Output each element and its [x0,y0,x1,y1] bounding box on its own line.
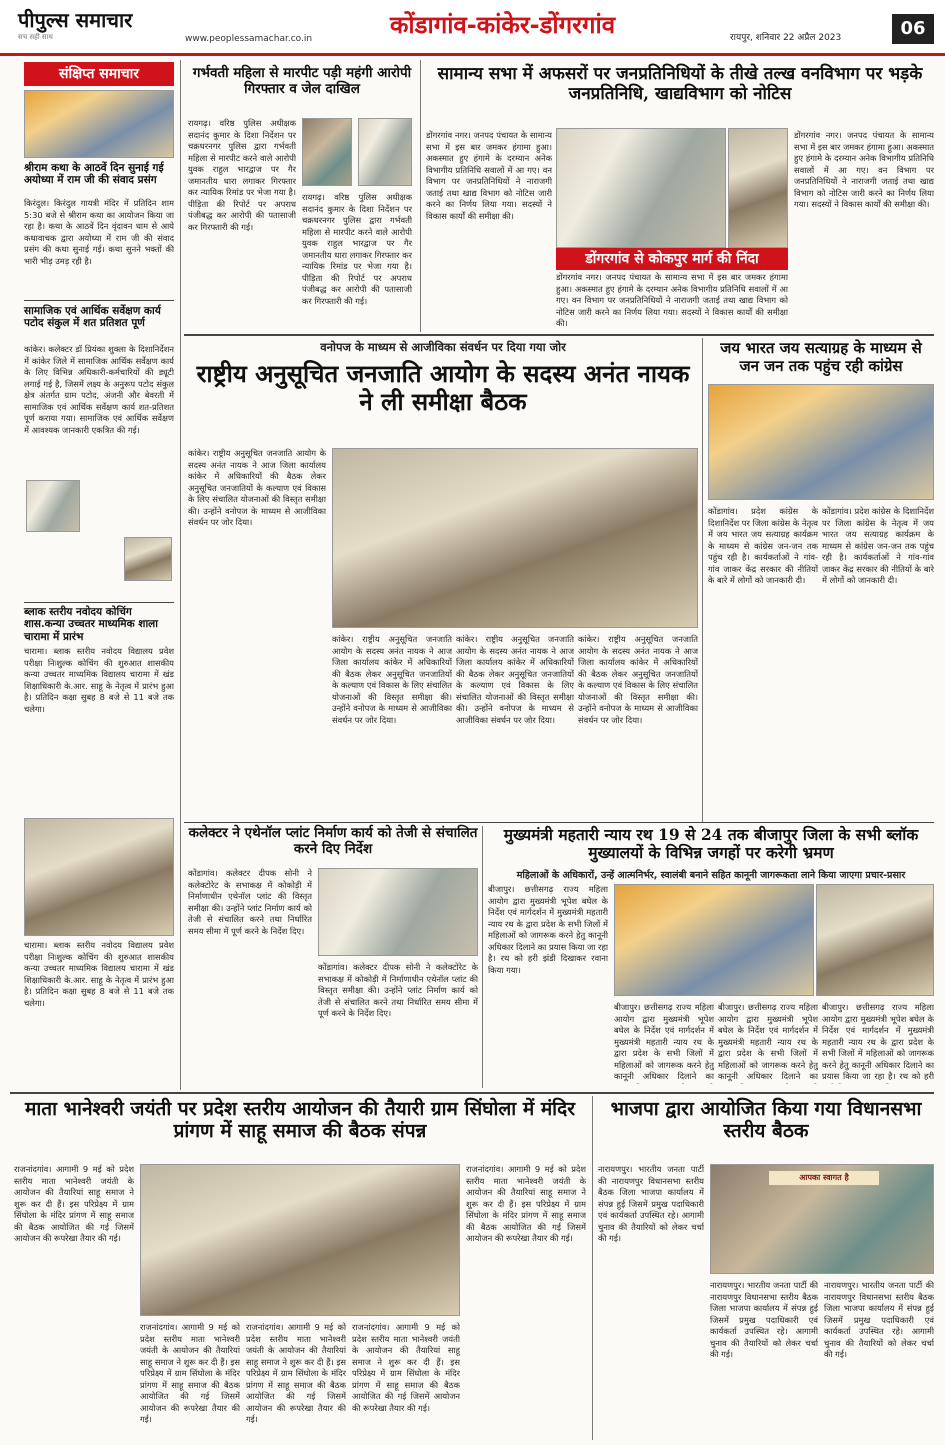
brief-photo-3 [124,537,172,581]
photo-banner: आपका स्वागत है [769,1171,879,1185]
divider [184,822,934,823]
divider [184,334,934,336]
brief-headline-3: ब्लाक स्तरीय नवोदय कोचिंग शास.कन्या उच्चतर माध्यमिक शाला चारामा में प्रारंभ [24,606,159,643]
story-c-body-4: कांकेर। राष्ट्रीय अनुसूचित जनजाति आयोग के सदस्य अनंत नायक ने आज जिला कार्यालय कांकेर में अधिकारियों की बैठक लेकर अनुसूचित जनजातियों के कल्याण एवं विकास के लिए संचालित योजनाओं की विस्तृत समीक्षा की। उन्होंने वनोपज के माध्यम से आजीविका संवर्धन पर जोर दिया। [578,634,698,725]
column-divider [420,60,421,332]
story-b-headline: सामान्य सभा में अफसरों पर जनप्रतिनिधियों के तीखे तल्ख वनविभाग पर भड़के जनप्रतिनिधि, खाद्यविभाग को नोटिस [437,64,923,105]
newspaper-logo [18,6,132,42]
story-a-body-cont: रायगढ़। वरिष्ठ पुलिस अधीक्षक सदानंद कुमार के दिशा निर्देशन पर चक्रधरनगर पुलिस द्वारा गर्भवती महिला से मारपीट करने वाले आरोपी युवक राहुल भारद्वाज पर गैर जमानतीय धारा लगाकर गिरफ्तार कर न्यायिक रिमांड पर भेजा गया है। पीड़िता की रिपोर्ट पर अपराध पंजीबद्ध कर आरोपी की पतासाजी कर गिरफ्तारी की गई। [302,192,412,306]
divider [10,1092,934,1094]
story-g-photo [140,1164,460,1316]
brief-headline-2: सामाजिक एवं आर्थिक सर्वेक्षण कार्य पटोद संकुल में शत प्रतिशत पूर्ण [24,305,161,330]
divider [24,602,174,603]
story-h-body-3: नारायणपुर। भारतीय जनता पार्टी की नारायणपुर विधानसभा स्तरीय बैठक जिला भाजपा कार्यालय में संपन्न हुई जिसमें प्रमुख पदाधिकारी एवं कार्यकर्ता उपस्थित रहे। आगामी चुनाव की तैयारियों को लेकर चर्चा की गई। [824,1280,934,1359]
story-f-body: बीजापुर। छत्तीसगढ़ राज्य महिला आयोग द्वारा मुख्यमंत्री भूपेश बघेल के निर्देश एवं मार्गदर्शन में मुख्यमंत्री महतारी न्याय रथ के द्वारा प्रदेश के सभी जिलों में महिलाओं को जागरूक करने हेतु कानूनी अधिकार दिलाने का प्रयास किया जा रहा है। रथ को हरी झंडी दिखाकर रवाना किया गया। [488,884,608,975]
story-d-photo [708,384,934,500]
story-b-body: डोंगरगांव नगर। जनपद पंचायत के सामान्य सभा में इस बार जमकर हंगामा हुआ। अकस्मात हुए हंगामे के दरम्यान अनेक विभागीय प्रतिनिधि सवालों में आ गए। वन विभाग पर जनप्रतिनिधियों ने नाराजगी जताई तथा खाद्य विभाग को नोटिस जारी करने का निर्णय लिया गया। सदस्यों ने विकास कार्यों की समीक्षा की। [426,130,552,221]
story-a-photo-1 [302,118,352,186]
brief-body-3: चारामा। ब्लाक स्तरीय नवोदय विद्यालय प्रवेश परीक्षा निःशुल्क कोचिंग की शुरुआत शासकीय कन्या उच्चतर माध्यमिक विद्यालय चारामा में खंड शिक्षाधिकारी के.आर. साहू के नेतृत्व में प्रारंभ हुआ है। प्रतिदिन कक्षा सुबह 8 बजे से 11 बजे तक चलेगा। [24,646,174,714]
story-h-photo [710,1164,934,1274]
story-c-photo [332,448,698,628]
story-g-body: राजनांदगांव। आगामी 9 मई को प्रदेश स्तरीय माता भानेश्वरी जयंती के आयोजन की तैयारियां साहू समाज ने शुरू कर दी हैं। इस परिप्रेक्ष्य में ग्राम सिंघोला के मंदिर प्रांगण में साहू समाज की बैठक आयोजित की गई जिसमें आयोजन की रूपरेखा तैयार की गई। [14,1164,134,1243]
story-a-body: रायगढ़। वरिष्ठ पुलिस अधीक्षक सदानंद कुमार के दिशा निर्देशन पर चक्रधरनगर पुलिस द्वारा गर्भवती महिला से मारपीट करने वाले आरोपी युवक राहुल भारद्वाज पर गैर जमानतीय धारा लगाकर गिरफ्तार कर न्यायिक रिमांड पर भेजा गया है। पीड़िता की रिपोर्ट पर अपराध पंजीबद्ध कर आरोपी की पतासाजी कर गिरफ्तारी की गई। [188,118,296,232]
brief-body-1: किरंदुल। किरंदुल गायत्री मंदिर में प्रतिदिन शाम 5:30 बजे से श्रीराम कथा का आयोजन किया जा रहा है। कथा के आठवें दिन वृंदावन धाम से आये कथावाचक द्वारा अयोध्या में राम जी की संवाद प्रसंग की कथा सुनाई गई। कथा सुनने भक्तों की भारी भीड़ उमड़ रही है। [24,198,174,266]
column-divider [482,826,483,1088]
story-b-photo-1 [556,128,726,248]
story-g-body-2: राजनांदगांव। आगामी 9 मई को प्रदेश स्तरीय माता भानेश्वरी जयंती के आयोजन की तैयारियां साहू समाज ने शुरू कर दी हैं। इस परिप्रेक्ष्य में ग्राम सिंघोला के मंदिर प्रांगण में साहू समाज की बैठक आयोजित की गई जिसमें आयोजन की रूपरेखा तैयार की गई। [140,1322,240,1424]
story-e-photo [318,868,478,956]
story-b-body-cont: डोंगरगांव नगर। जनपद पंचायत के सामान्य सभा में इस बार जमकर हंगामा हुआ। अकस्मात हुए हंगामे के दरम्यान अनेक विभागीय प्रतिनिधि सवालों में आ गए। वन विभाग पर जनप्रतिनिधियों ने नाराजगी जताई तथा खाद्य विभाग को नोटिस जारी करने का निर्णय लिया गया। सदस्यों ने विकास कार्यों की समीक्षा की। [556,272,788,328]
story-a-headline: गर्भवती महिला से मारपीट पड़ी महंगी आरोपी गिरफ्तार व जेल दाखिल [192,65,412,97]
column-divider [702,338,703,822]
story-f-photo-1 [614,884,814,996]
brief-photo-1 [24,90,174,158]
story-f-body-2: बीजापुर। छत्तीसगढ़ राज्य महिला आयोग द्वारा मुख्यमंत्री भूपेश बघेल के निर्देश एवं मार्गदर्शन में मुख्यमंत्री महतारी न्याय रथ के द्वारा प्रदेश के सभी जिलों में महिलाओं को जागरूक करने हेतु कानूनी अधिकार दिलाने का [614,1002,714,1081]
story-g-headline: माता भानेश्वरी जयंती पर प्रदेश स्तरीय आयोजन की तैयारी ग्राम सिंघोला में मंदिर प्रांगण में साहू समाज की बैठक संपन्न [25,1098,575,1143]
brief-photo-2 [26,480,80,532]
story-g-body-3: राजनांदगांव। आगामी 9 मई को प्रदेश स्तरीय माता भानेश्वरी जयंती के आयोजन की तैयारियां साहू समाज ने शुरू कर दी हैं। इस परिप्रेक्ष्य में ग्राम सिंघोला के मंदिर प्रांगण में साहू समाज की बैठक आयोजित की गई जिसमें आयोजन की रूपरेखा तैयार की गई। [246,1322,346,1424]
column-divider [592,1096,593,1440]
brief-body-2: कांकेर। कलेक्टर डॉ प्रियंका शुक्ला के दिशानिर्देशन में कांकेर जिले में सामाजिक आर्थिक सर्वेक्षण कार्य के लिए विभिन्न अधिकारी-कर्मचारियों की ड्यूटी लगाई गई है, जिसमें लक्ष्य के अनुरूप पटोद संकुल क्षेत्र अंतर्गत ग्राम पटोद, अंजनी और बेवरती में सामाजिक एवं आर्थिक सर्वेक्षण कार्य शत-प्रतिशत पूर्ण कराया गया। सामाजिक एवं आर्थिक सर्वेक्षण में आवश्यक जानकारी एकत्रित की गई। [24,344,174,435]
brief-label: संक्षिप्त समाचार [24,62,174,86]
brief-headline-1: श्रीराम कथा के आठवें दिन सुनाई गई अयोध्या में राम जी की संवाद प्रसंग [24,162,164,187]
page-number: 06 [892,14,934,44]
story-h-headline: भाजपा द्वारा आयोजित किया गया विधानसभा स्तरीय बैठक [610,1098,922,1143]
column-divider [180,60,181,1090]
brief-photo-4 [24,818,174,936]
story-c-kicker: वनोपज के माध्यम से आजीविका संवर्धन पर दिया गया जोर [320,340,566,354]
story-e-body-cont: कोंडागांव। कलेक्टर दीपक सोनी ने कलेक्टोरेट के सभाकक्ष में कोकोड़ी में निर्माणाधीन एथेनॉल प्लांट की विस्तृत समीक्षा की। उन्होंने प्लांट निर्माण कार्य को तेजी से संचालित करने तथा निर्धारित समय सीमा में पूर्ण करने के निर्देश दिए। [318,962,478,1018]
divider [24,300,174,301]
story-b-body-right: डोंगरगांव नगर। जनपद पंचायत के सामान्य सभा में इस बार जमकर हंगामा हुआ। अकस्मात हुए हंगामे के दरम्यान अनेक विभागीय प्रतिनिधि सवालों में आ गए। वन विभाग पर जनप्रतिनिधियों ने नाराजगी जताई तथा खाद्य विभाग को नोटिस जारी करने का निर्णय लिया गया। सदस्यों ने विकास कार्यों की समीक्षा की। [794,130,934,209]
story-b-photo-caption: डोंगरगांव से कोकपुर मार्ग की निंदा [556,248,788,270]
story-c-body-2: कांकेर। राष्ट्रीय अनुसूचित जनजाति आयोग के सदस्य अनंत नायक ने आज जिला कार्यालय कांकेर में अधिकारियों की बैठक लेकर अनुसूचित जनजातियों के कल्याण एवं विकास के लिए संचालित योजनाओं की विस्तृत समीक्षा की। उन्होंने वनोपज के माध्यम से आजीविका संवर्धन पर जोर दिया। [332,634,452,725]
story-e-headline: कलेक्टर ने एथेनॉल प्लांट निर्माण कार्य को तेजी से संचालित करने दिए निर्देश [188,825,478,857]
dateline: रायपुर, शनिवार 22 अप्रैल 2023 [730,33,842,43]
story-f-body-4: बीजापुर। छत्तीसगढ़ राज्य महिला आयोग द्वारा मुख्यमंत्री भूपेश बघेल के निर्देश एवं मार्गदर्शन में मुख्यमंत्री महतारी न्याय रथ के द्वारा प्रदेश के सभी जिलों में महिलाओं को जागरूक करने हेतु कानूनी अधिकार दिलाने का प्रयास किया जा रहा है। रथ को हरी [822,1002,934,1081]
story-a-photo-2 [358,118,412,186]
story-h-body: नारायणपुर। भारतीय जनता पार्टी की नारायणपुर विधानसभा स्तरीय बैठक जिला भाजपा कार्यालय में संपन्न हुई जिसमें प्रमुख पदाधिकारी एवं कार्यकर्ता उपस्थित रहे। आगामी चुनाव की तैयारियों को लेकर चर्चा की गई। [598,1164,704,1243]
story-d-body-cont: कोंडागांव। प्रदेश कांग्रेस के दिशानिर्देश पर जिला कांग्रेस के नेतृत्व में जय भारत जय सत्याग्रह कार्यक्रम के माध्यम से कांग्रेस जन-जन तक पहुंच रही है। कार्यकर्ताओं ने गांव-गांव जाकर केंद्र सरकार की नीतियों के बारे में लोगों को जानकारी दी। [822,506,934,585]
story-f-body-3: बीजापुर। छत्तीसगढ़ राज्य महिला आयोग द्वारा मुख्यमंत्री भूपेश बघेल के निर्देश एवं मार्गदर्शन में मुख्यमंत्री महतारी न्याय रथ के द्वारा प्रदेश के सभी जिलों में महिलाओं को जागरूक करने हेतु कानूनी अधिकार दिलाने का [718,1002,818,1081]
logo-text: पीपुल्स समाचार [18,8,133,32]
story-h-body-2: नारायणपुर। भारतीय जनता पार्टी की नारायणपुर विधानसभा स्तरीय बैठक जिला भाजपा कार्यालय में संपन्न हुई जिसमें प्रमुख पदाधिकारी एवं कार्यकर्ता उपस्थित रहे। आगामी चुनाव की तैयारियों को लेकर चर्चा की गई। [710,1280,818,1359]
story-g-body-4: राजनांदगांव। आगामी 9 मई को प्रदेश स्तरीय माता भानेश्वरी जयंती के आयोजन की तैयारियां साहू समाज ने शुरू कर दी हैं। इस परिप्रेक्ष्य में ग्राम सिंघोला के मंदिर प्रांगण में साहू समाज की बैठक आयोजित की गई जिसमें आयोजन की रूपरेखा तैयार की गई। [352,1322,460,1413]
story-e-body: कोंडागांव। कलेक्टर दीपक सोनी ने कलेक्टोरेट के सभाकक्ष में कोकोड़ी में निर्माणाधीन एथेनॉल प्लांट की विस्तृत समीक्षा की। उन्होंने प्लांट निर्माण कार्य को तेजी से संचालित करने तथा निर्धारित समय सीमा में पूर्ण करने के निर्देश दिए। [188,868,312,936]
story-c-body-3: कांकेर। राष्ट्रीय अनुसूचित जनजाति आयोग के सदस्य अनंत नायक ने आज जिला कार्यालय कांकेर में अधिकारियों की बैठक लेकर अनुसूचित जनजातियों के कल्याण एवं विकास के लिए संचालित योजनाओं की विस्तृत समीक्षा की। उन्होंने वनोपज के माध्यम से आजीविका संवर्धन पर जोर दिया। [456,634,574,725]
story-b-photo-2 [728,128,788,248]
story-f-photo-2 [816,884,934,996]
brief-body-3-cont: चारामा। ब्लाक स्तरीय नवोदय विद्यालय प्रवेश परीक्षा निःशुल्क कोचिंग की शुरुआत शासकीय कन्या उच्चतर माध्यमिक विद्यालय चारामा में खंड शिक्षाधिकारी के.आर. साहू के नेतृत्व में प्रारंभ हुआ है। प्रतिदिन कक्षा सुबह 8 बजे से 11 बजे तक चलेगा। [24,940,174,1008]
logo-tagline: सच सही साथ [18,33,53,41]
section-title: कोंडागांव-कांकेर-डोंगरगांव [390,11,616,39]
story-c-body: कांकेर। राष्ट्रीय अनुसूचित जनजाति आयोग के सदस्य अनंत नायक ने आज जिला कार्यालय कांकेर में अधिकारियों की बैठक लेकर अनुसूचित जनजातियों के कल्याण एवं विकास के लिए संचालित योजनाओं की विस्तृत समीक्षा की। उन्होंने वनोपज के माध्यम से आजीविका संवर्धन पर जोर दिया। [188,448,326,527]
site-url[interactable]: www.peoplessamachar.co.in [185,34,313,44]
story-d-body: कोंडागांव। प्रदेश कांग्रेस के दिशानिर्देश पर जिला कांग्रेस के नेतृत्व में जय भारत जय सत्याग्रह कार्यक्रम के माध्यम से कांग्रेस जन-जन तक पहुंच रही है। कार्यकर्ताओं ने गांव-गांव जाकर केंद्र सरकार की नीतियों के बारे में लोगों को जानकारी दी। [708,506,818,585]
story-c-headline: राष्ट्रीय अनुसूचित जनजाति आयोग के सदस्य अनंत नायक ने ली समीक्षा बैठक [196,359,690,417]
story-f-headline: मुख्यमंत्री महतारी न्याय रथ 19 से 24 तक बीजापुर जिला के सभी ब्लॉक मुख्यालयों के विभिन्न जगहों पर करेगी भ्रमण [503,825,919,863]
story-d-headline: जय भारत जय सत्याग्रह के माध्यम से जन जन तक पहुंच रही कांग्रेस [720,339,922,375]
story-g-body-5: राजनांदगांव। आगामी 9 मई को प्रदेश स्तरीय माता भानेश्वरी जयंती के आयोजन की तैयारियां साहू समाज ने शुरू कर दी हैं। इस परिप्रेक्ष्य में ग्राम सिंघोला के मंदिर प्रांगण में साहू समाज की बैठक आयोजित की गई जिसमें आयोजन की रूपरेखा तैयार की गई। [466,1164,586,1243]
story-f-subhead: महिलाओं के अधिकारों, उन्हें आत्मनिर्भर, स्वालंबी बनाने सहित कानूनी जागरूकता लाने किया जाएगा प्रचार-प्रसार [516,870,906,881]
